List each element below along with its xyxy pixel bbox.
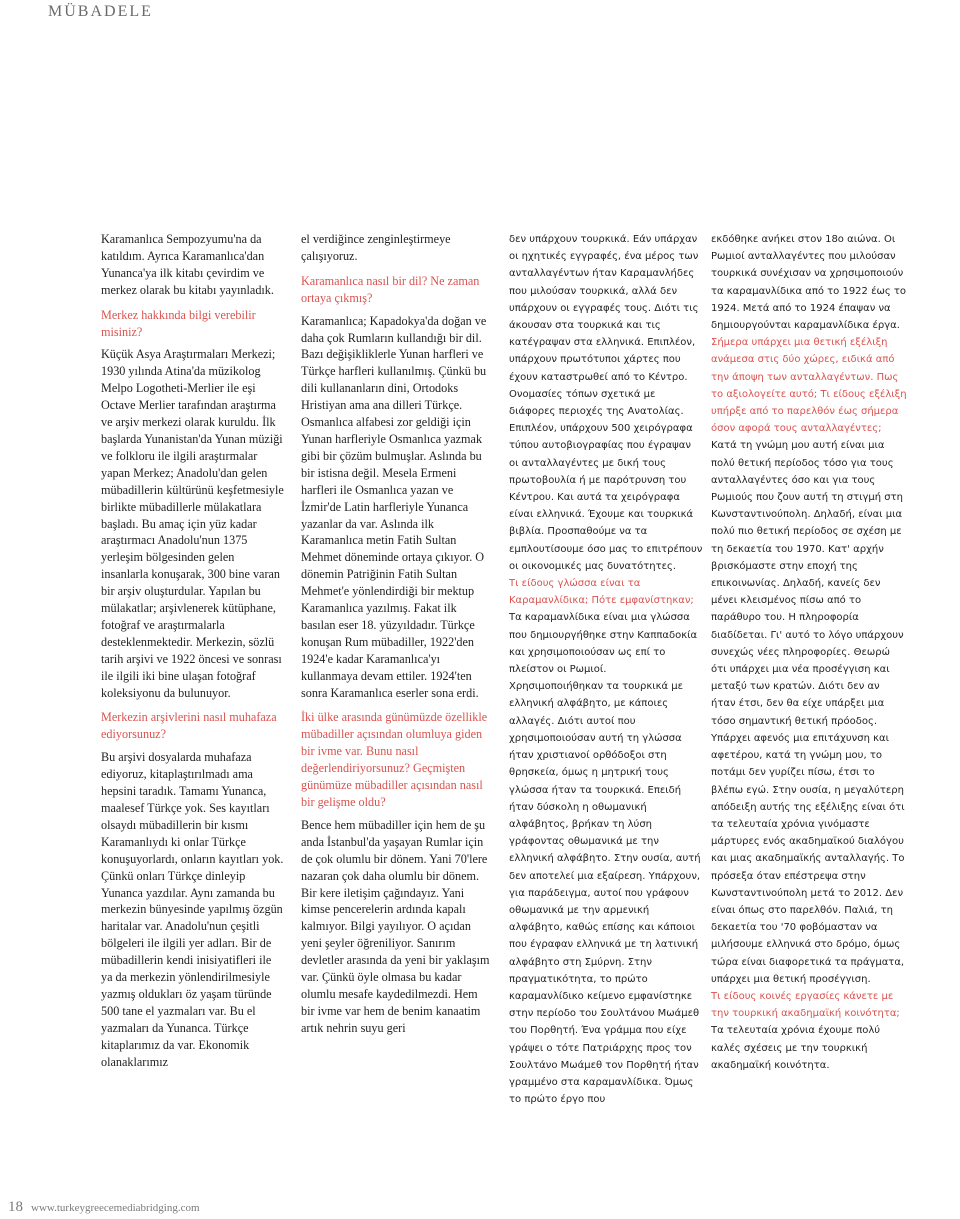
interview-question: Τι είδους κοινές εργασίες κάνετε με την τουρκική ακαδημαϊκή κοινότητα; — [711, 990, 900, 1020]
answer-paragraph: Bence hem mübadiller için hem de şu anda İstanbul'da yaşayan Rumlar için de çok olumlu bir dönem. Yani 70'lere nazaran çok daha olumlu bir dönem. Bir kere iletişim çağındayız. Yani kimse pencerelerin ardında kapalı kalmıyor. Bilgi yayılıyor. O açıdan yeni şeyler öğreniliyor. Sanırım devletler arasında da yeni bir yaklaşım var. Çünkü öyle olmasa bu kadar olumlu mesafe kaydedilmezdi. Hem bir ivme var hem de benim kanaatim artık nehrin suyu geri — [301, 817, 490, 1035]
page-number: 18 — [8, 1199, 23, 1215]
column-greek-2 — [711, 231, 907, 1074]
column-turkish-2 — [301, 231, 491, 1037]
interview-question: İki ülke arasında günümüzde özellikle mübadiller açısından olumluya giden bir ivme var. Bunu nasıl değerlendiriyorsunuz? Geçmişten günümüze mübadiller açısından nasıl bir gelişme oldu? — [301, 710, 488, 809]
answer-paragraph: Bu arşivi dosyalarda muhafaza ediyoruz, kitaplaştırılmadı ama hepsini taradık. Tamamı Yunanca, maalesef Türkçe yok. Ses kayıtları olsaydı mübadillerin bir kısmı Karamanlıydı ki onlar Türkçe konuşuyorlardı, onların kayıtları yok. Çünkü onları Türkçe dinleyip Yunanca yazdılar. Aynı zamanda bu merkezin bünyesinde yapılmış özgün haritalar var. Anadolu'nun çeşitli bölgeleri ile ilgili yer adları. Bir de mübadillerin kendi inisiyatifleri ile ya da merkezin yönlendirilmesiyle yazmış oldukları öz yaşam türünde 500 tane el yazmaları var. Bu el yazmaları da Yunanca. Türkçe kitaplarımız da var. Ekonomik olanaklarımız — [101, 750, 284, 1069]
website-url[interactable]: www.turkeygreecemediabridging.com — [31, 1202, 200, 1214]
interview-question: Merkezin arşivlerini nasıl muhafaza ediyorsunuz? — [101, 710, 277, 742]
page-footer — [8, 1198, 200, 1216]
column-greek-1 — [509, 231, 703, 1108]
answer-paragraph: el verdiğince zenginleştirmeye çalışıyoruz. — [301, 232, 451, 263]
answer-paragraph: Küçük Asya Araştırmaları Merkezi; 1930 yılında Atina'da müzikolog Melpo Logotheti-Merlier ile eşi Octave Merlier tarafından araştırma ve arşiv merkezi olarak kuruldu. İlk başlarda Yunanistan'da Yunan müziği ve folkloru ile ilgili araştırmalar yapan Merkez; Anadolu'dan gelen mübadillerin kültürünü keşfetmesiyle birlikte mübadillerle mülakatlara başladı. Bu amaç için yüz kadar araştırmacı Anadolu'nun 1375 yerleşim bölgesinden gelen insanlarla konuşarak, 300 bine varan bir arşiv oluşturdular. Yapılan bu mülakatlar; arşivlenerek kütüphane, fotoğraf ve araştırmalarla desteklenmektedir. Merkezin, sözlü tarih arşivi ve 1922 öncesi ve sonrası ile ilgili iki bine ulaşan fotoğraf koleksiyonu da bulunuyor. — [101, 347, 284, 700]
column-turkish-1 — [101, 231, 284, 1071]
answer-paragraph: Τα τελευταία χρόνια έχουμε πολύ καλές σχέσεις με την τουρκική ακαδημαϊκή κοινότητα. — [711, 1025, 881, 1071]
interview-question: Merkez hakkında bilgi verebilir misiniz? — [101, 307, 256, 339]
answer-paragraph: δεν υπάρχουν τουρκικά. Εάν υπάρχαν οι ηχητικές εγγραφές, ένα μέρος των ανταλλαγέντων ήταν Καραμανλήδες που μιλούσαν τουρκικά, αλλά δεν υπάρχουν οι εγγραφές τους. Διότι τις άκουσαν στα τουρκικά και τις κατέγραψαν στα ελληνικά. Επιπλέον, υπάρχουν πρωτότυποι χάρτες που έχουν καταστρωθεί από το Κέντρο. Ονομασίες τόπων σχετικά με διάφορες περιοχές της Ανατολίας. Επιπλέον, υπάρχουν 500 χειρόγραφα τύπου αυτοβιογραφίας που έγραψαν οι ανταλλαγέντες με δική τους πρωτοβουλία ή με παρότρυνση του Κέντρου. Και αυτά τα χειρόγραφα είναι ελληνικά. Έχουμε και τουρκικά βιβλία. Προσπαθούμε να τα εμπλουτίσουμε όσο μας το επιτρέπουν οι οικονομικές μας δυνατότητες. — [509, 234, 703, 572]
interview-question: Karamanlıca nasıl bir dil? Ne zaman ortaya çıkmış? — [301, 273, 480, 305]
answer-paragraph: Κατά τη γνώμη μου αυτή είναι μια πολύ θετική περίοδος τόσο για τους ανταλλαγέντες όσο και για τους Ρωμιούς που ζουν αυτή τη στιγμή στη Κωνσταντινούπολη. Δηλαδή, είναι μια πολύ πιο θετική περίοδος σε σχέση με τη δεκαετία του 1970. Κατ' αρχήν βρισκόμαστε στην εποχή της επικοινωνίας. Δηλαδή, κανείς δεν μένει κλεισμένος πίσω από το παράθυρο του. Η πληροφορία διαδίδεται. Γι' αυτό το λόγο υπάρχουν συνεχώς νέες πληροφορίες. Θεωρώ ότι υπάρχει μια νέα προσέγγιση και μεταξύ των κρατών. Διότι δεν αν ήταν έτσι, δεν θα είχε υπάρξει μια τόσο σημαντική θετική πρόοδος. Υπάρχει αφενός μια επιτάχυνση και αφετέρου, κατά τη γνώμη μου, το ποτάμι δεν γυρίζει πίσω, έτσι το βλέπω εγώ. Στην ουσία, η μεγαλύτερη απόδειξη αυτής της εξέλιξης είναι ότι τα τελευταία χρόνια γινόμαστε μάρτυρες ενός ακαδημαϊκού διαλόγου και μιας ακαδημαϊκής ανταλλαγής. Το πρόσεξα όταν επέστρεψα στην Κωνσταντινούπολη μετά το 2012. Δεν είναι όπως στο παρελθόν. Παλιά, τη δεκαετία του '70 φοβόμασταν να μιλήσουμε ελληνικά στο δρόμο, όμως τώρα είναι διαφορετικά τα πράγματα, υπάρχει μια θετική προσέγγιση. — [711, 440, 905, 985]
answer-paragraph: Karamanlıca Sempozyumu'na da katıldım. Ayrıca Karamanlıca'dan Yunanca'ya ilk kitabı çevirdim ve merkez olarak bu kitabı yayınladık. — [101, 232, 274, 297]
answer-paragraph: Τα καραμανλίδικα είναι μια γλώσσα που δημιουργήθηκε στην Καππαδοκία και χρησιμοποιούσαν ως επί το πλείστον οι Ρωμιοί. Χρησιμοποιήθηκαν τα τουρκικά με ελληνική αλφάβητο, με κάποιες αλλαγές. Διότι αυτοί που χρησιμοποιούσαν αυτή τη γλώσσα ήταν χριστιανοί ορθόδοξοι στη θρησκεία, όμως η μητρική τους γλώσσα ήταν τα τουρκικά. Επειδή ήταν δύσκολη η οθωμανική αλφάβητος, βρήκαν τη λύση γράφοντας οθωμανικά με την ελληνική αλφάβητο. Στην ουσία, αυτή δεν αποτελεί μια εξαίρεση. Υπάρχουν, για παράδειγμα, αυτοί που γράφουν οθωμανικά με την αρμενική αλφάβητο, καθώς επίσης και κάποιοι που έγραφαν ελληνικά με τη λατινική αλφάβητο στη Σμύρνη. Στην πραγματικότητα, το πρώτο καραμανλίδικο κείμενο εμφανίστηκε στην περίοδο του Σουλτάνου Μωάμεθ του Πορθητή. Ένα γράμμα που είχε γράψει ο τότε Πατριάρχης προς τον Σουλτάνο Μωάμεθ τον Πορθητή ήταν γραμμένο στα καραμανλίδικα. Όμως το πρώτο έργο που — [509, 612, 701, 1106]
interview-question: Σήμερα υπάρχει μια θετική εξέλιξη ανάμεσα στις δύο χώρες, ειδικά από την άποψη των ανταλλαγέντων. Πως το αξιολογείτε αυτό; Τι είδους εξέλιξη υπήρξε από το παρελθόν έως σήμερα όσον αφορά τους ανταλλαγέντες; — [711, 337, 907, 435]
section-title: MÜBADELE — [48, 3, 153, 20]
answer-paragraph: Karamanlıca; Kapadokya'da doğan ve daha çok Rumların kullandığı bir dil. Bazı değişikliklerle Yunan harfleri ve Türkçe harfleri kullanılmış. Çünkü bu dili kullananların dini, Ortodoks Hristiyan ama ana dilleri Türkçe. Osmanlıca alfabesi zor geldiği için Yunan harfleriyle Osmanlıca yazmak gibi bir çözüm bulmuşlar. Aslında bu bir istisna değil. Mesela Ermeni harfleri ile Osmanlıca yazan ve İzmir'de Latin harfleriyle Yunanca yazanlar da var. Aslında ilk Karamanlıca metin Fatih Sultan Mehmet döneminde ortaya çıkıyor. O dönemin Patriğinin Fatih Sultan Mehmet'e yönlendirdiği bir mektup Karamanlıca yazılmış. Fakat ilk basılan eser 18. yüzyıldadır. Türkçe konuşan Rum mübadiller, 1922'den 1924'e kadar Karamanlıca'yı kullanmaya devam ettiler. 1924'ten sonra Karamanlıca eserler sona erdi. — [301, 313, 487, 700]
answer-paragraph: εκδόθηκε ανήκει στον 18ο αιώνα. Οι Ρωμιοί ανταλλαγέντες που μιλούσαν τουρκικά συνέχισαν να χρησιμοποιούν τα καραμανλίδικα από το 1922 έως το 1924. Μετά από το 1924 έπαψαν να δημιουργούνται καραμανλίδικα έργα. — [711, 234, 907, 332]
interview-question: Τι είδους γλώσσα είναι τα Καραμανλίδικα; Πότε εμφανίστηκαν; — [509, 578, 694, 607]
